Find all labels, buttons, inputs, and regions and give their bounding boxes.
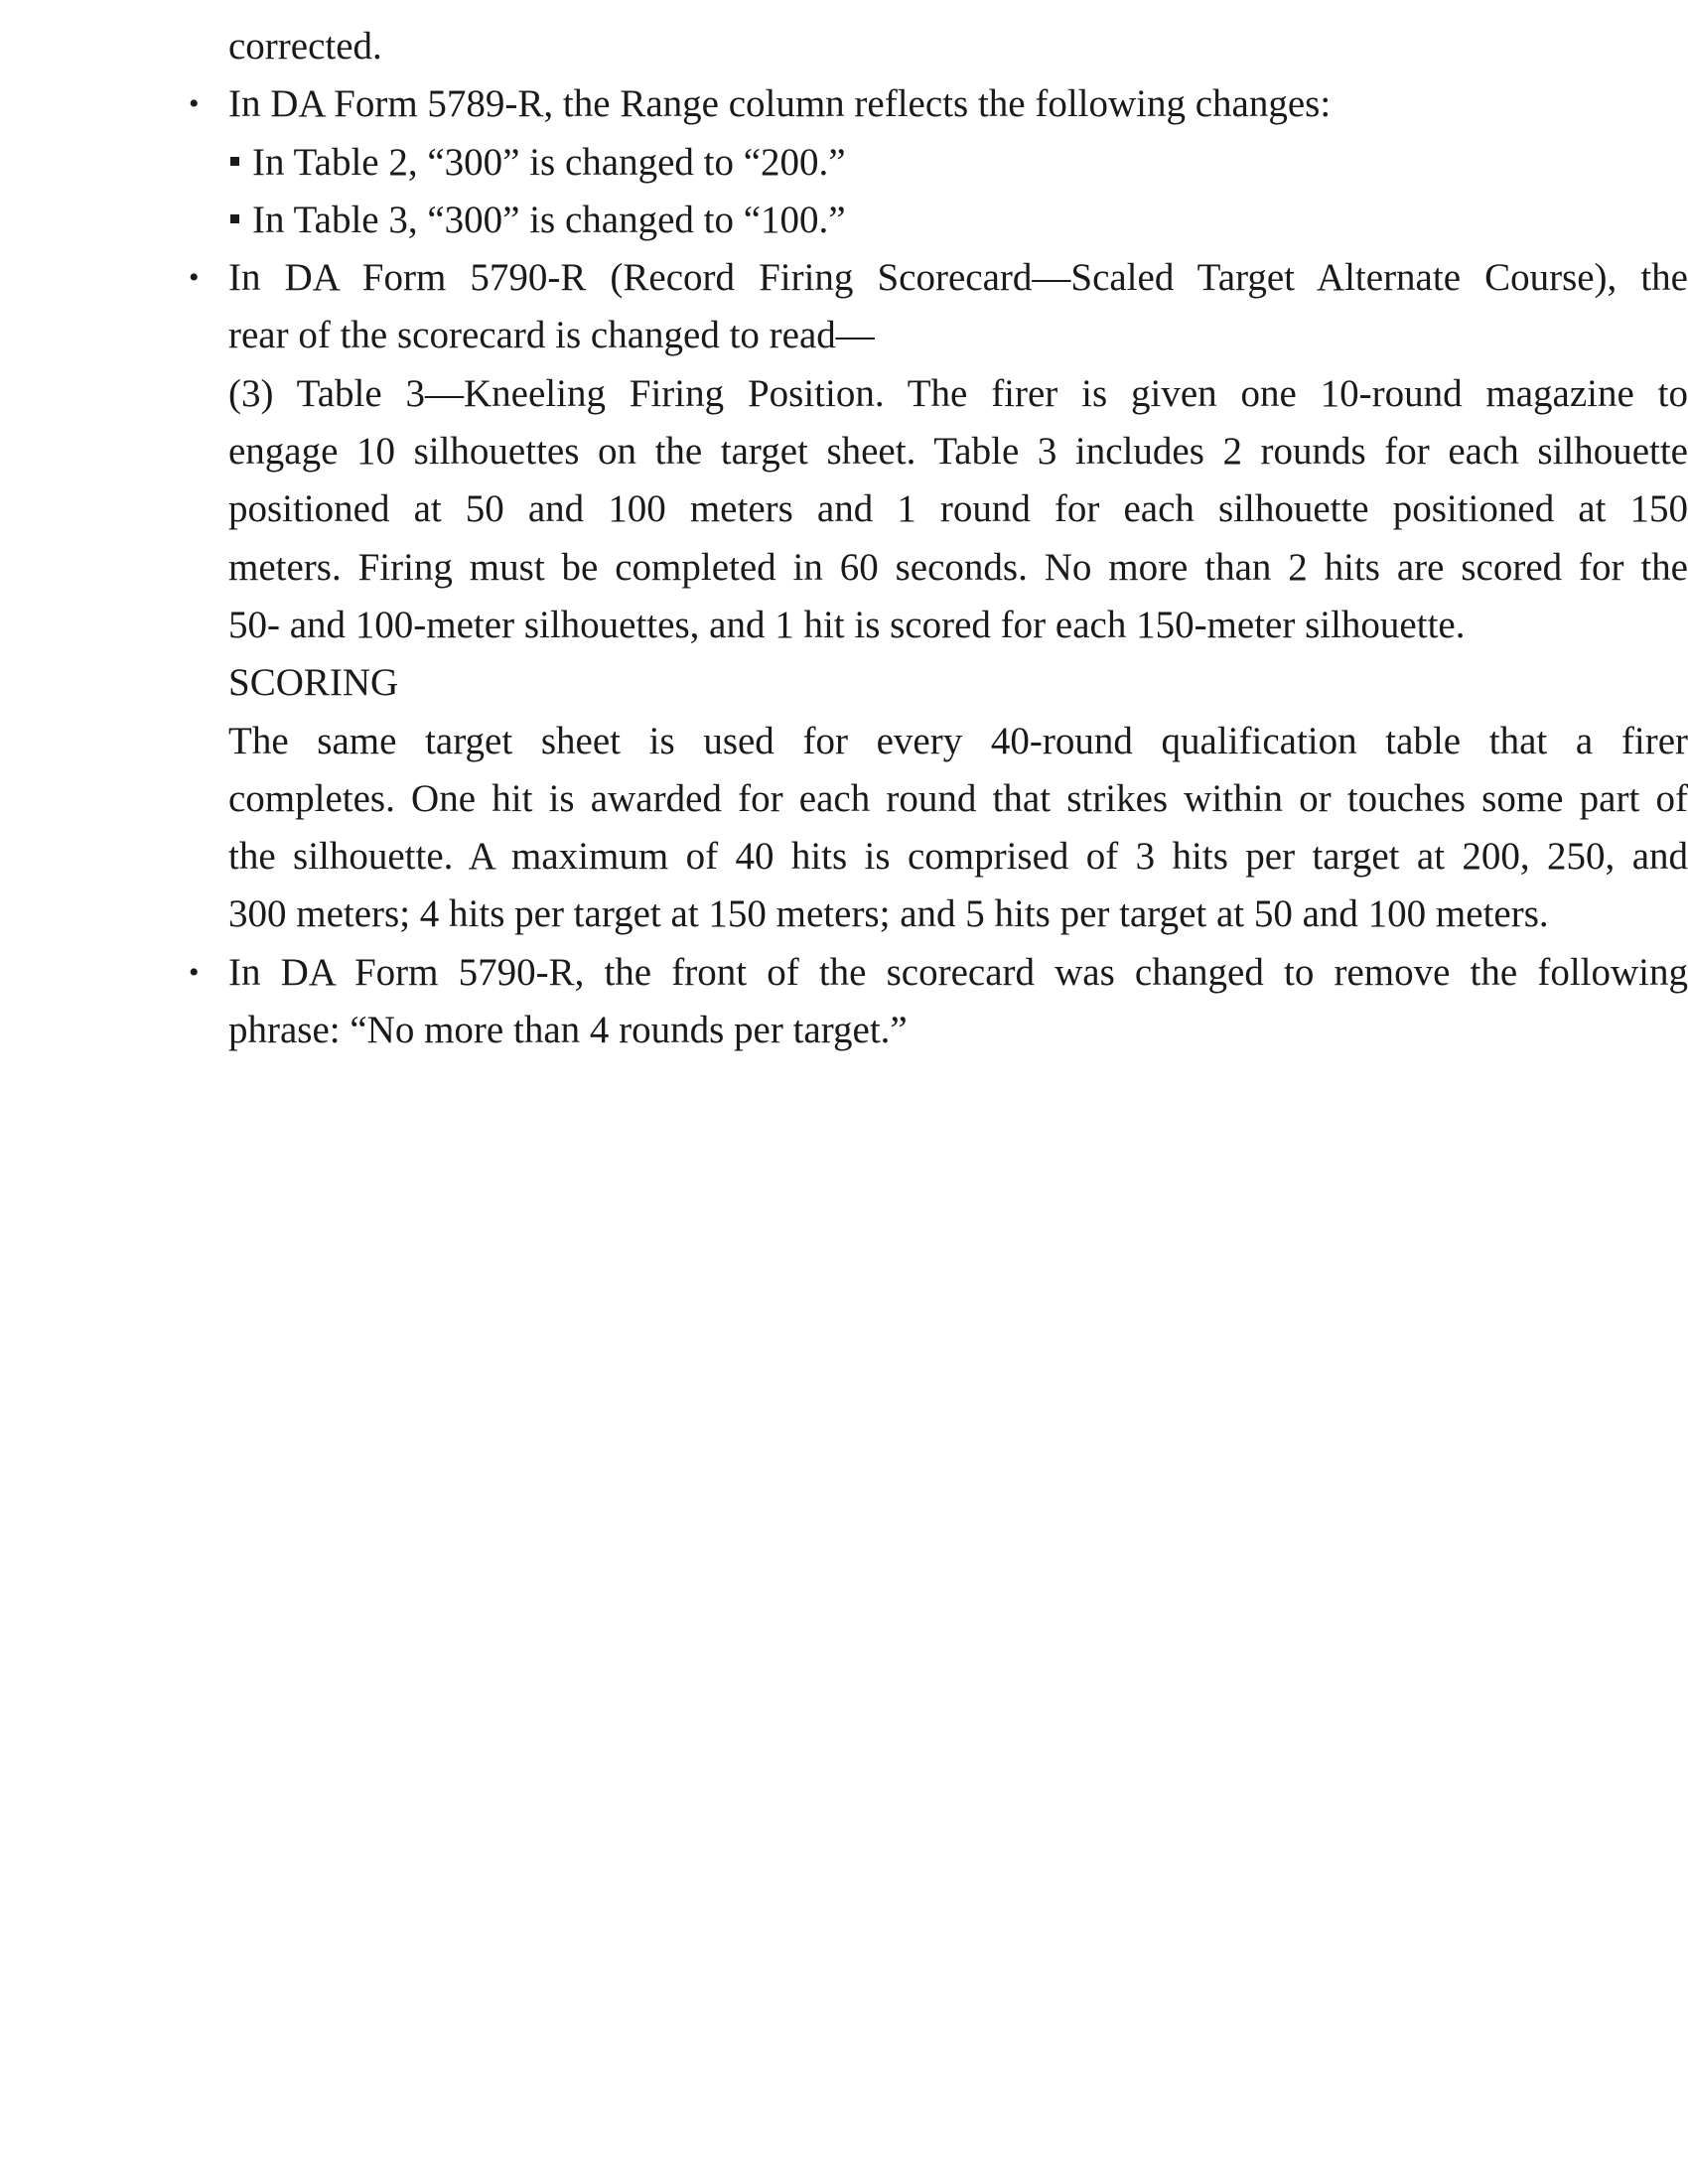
line-text: In DA Form 5790-R, the front of the scorecard was changed to remove the following	[228, 950, 1688, 994]
text-line	[228, 423, 1688, 480]
line-text: 50- and 100-meter silhouettes, and 1 hit is scored for each 150-meter silhouette.	[228, 603, 1466, 646]
list-item	[189, 249, 1688, 307]
text-line	[228, 597, 1688, 654]
bullet-icon: •	[189, 955, 200, 989]
text-line	[228, 770, 1688, 828]
line-text: The same target sheet is used for every 40-round qualification table that a firer	[228, 719, 1688, 762]
list-item	[189, 944, 1688, 1002]
line-text: 300 meters; 4 hits per target at 150 meters; and 5 hits per target at 50 and 100 meters.	[228, 892, 1549, 936]
line-text: rear of the scorecard is changed to read—	[228, 314, 875, 357]
line-text: In Table 2, “300” is changed to “200.”	[252, 140, 846, 184]
text-line	[228, 713, 1688, 770]
line-text: corrected.	[228, 25, 382, 68]
line-text: SCORING	[228, 661, 399, 705]
text-line	[228, 18, 1688, 75]
text-line	[228, 886, 1688, 943]
text-line	[228, 365, 1688, 423]
line-text: completes. One hit is awarded for each round that strikes within or touches some part of	[228, 776, 1688, 820]
line-text: meters. Firing must be completed in 60 seconds. No more than 2 hits are scored for the	[228, 545, 1688, 589]
text-line	[228, 539, 1688, 597]
line-text: the silhouette. A maximum of 40 hits is comprised of 3 hits per target at 200, 250, and	[228, 835, 1688, 879]
text-line	[228, 828, 1688, 886]
bullet-icon: •	[189, 261, 200, 295]
line-text: In DA Form 5789-R, the Range column reflects the following changes:	[228, 82, 1332, 126]
line-text: engage 10 silhouettes on the target sheet. Table 3 includes 2 rounds for each silhouette	[228, 430, 1688, 474]
bullet-icon: •	[189, 87, 200, 121]
line-text: (3) Table 3—Kneeling Firing Position. The firer is given one 10-round magazine to	[228, 371, 1688, 415]
section-heading	[228, 654, 1688, 712]
line-text: In Table 3, “300” is changed to “100.”	[252, 198, 846, 241]
text-line	[228, 307, 1688, 364]
line-text: phrase: “No more than 4 rounds per target.”	[228, 1009, 908, 1052]
sub-list-item	[228, 134, 1688, 192]
text-line	[228, 1002, 1688, 1059]
text-line	[228, 480, 1688, 538]
square-bullet-icon	[230, 157, 239, 166]
square-bullet-icon	[230, 214, 239, 223]
list-item	[189, 75, 1688, 133]
document-body	[189, 18, 1688, 1059]
sub-list-item	[228, 192, 1688, 249]
line-text: positioned at 50 and 100 meters and 1 round for each silhouette positioned at 150	[228, 487, 1688, 531]
line-text: In DA Form 5790-R (Record Firing Scorecard—Scaled Target Alternate Course), the	[228, 256, 1688, 300]
